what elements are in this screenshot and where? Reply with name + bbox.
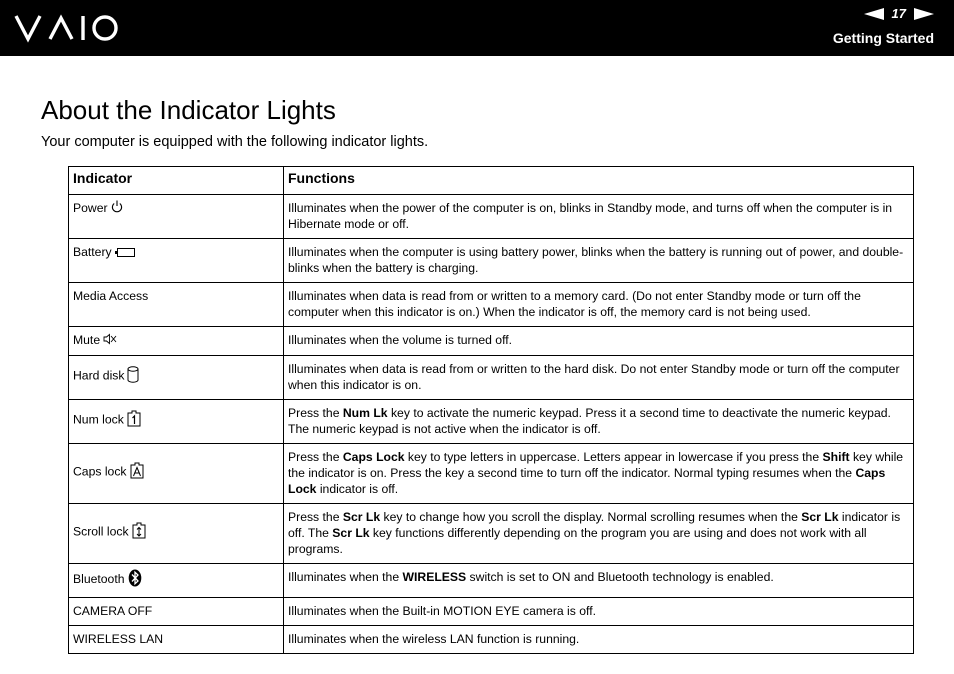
indicator-cell — [69, 239, 284, 283]
function-cell — [284, 563, 914, 597]
indicator-cell — [69, 597, 284, 625]
function-text: Illuminates when the wireless LAN function is running. — [288, 631, 580, 646]
page-title: About the Indicator Lights — [41, 95, 336, 125]
table-row — [69, 399, 914, 443]
function-cell — [284, 355, 914, 399]
left-arrow-icon[interactable] — [864, 8, 884, 20]
function-text: key functions differently depending on the program you are using and does not work with all programs. — [288, 525, 867, 556]
function-text: Illuminates when the power of the computer is on, blinks in Standby mode, and turns off when the computer is in Hibernate mode or off. — [288, 201, 893, 231]
indicator-cell — [69, 355, 284, 399]
table-row — [69, 597, 914, 625]
table-header-row — [69, 167, 914, 195]
indicator-cell — [69, 563, 284, 597]
function-cell — [284, 195, 914, 239]
intro-text: Your computer is equipped with the following indicator lights. — [41, 134, 429, 150]
function-text: Illuminates when data is read from or written to the hard disk. Do not enter Standby mode or turn off the computer when this indicator is on. — [288, 361, 900, 392]
indicator-name: Mute — [73, 333, 101, 347]
indicator-cell — [69, 503, 284, 563]
table-body — [69, 195, 914, 654]
function-text: switch is set to ON and Bluetooth technology is enabled. — [466, 569, 774, 584]
table-row — [69, 283, 914, 327]
caps-lock-icon — [130, 462, 144, 483]
function-cell — [284, 399, 914, 443]
function-text: indicator is off. The — [288, 509, 901, 540]
page-header — [0, 0, 954, 56]
indicator-name: Scroll lock — [73, 525, 129, 539]
table-row — [69, 503, 914, 563]
function-text: key while the indicator is on. Press the key a second time to turn off the indicator. Normal typing resumes when the — [288, 449, 904, 480]
key-name: Scr Lk — [342, 509, 381, 524]
num-lock-icon — [127, 410, 141, 431]
indicator-name: Power — [73, 201, 108, 215]
mute-icon — [103, 333, 117, 349]
table-row — [69, 327, 914, 356]
function-text: Illuminates when data is read from or written to a memory card. (Do not enter Standby mode or turn off the computer when this indicator is on.) When the indicator is off, the memory card is not being used. — [288, 289, 861, 319]
power-icon — [111, 200, 123, 217]
function-cell — [284, 503, 914, 563]
table-row — [69, 625, 914, 653]
function-cell — [284, 625, 914, 653]
indicator-cell — [69, 283, 284, 327]
key-name: Num Lk — [342, 405, 388, 420]
key-name: WIRELESS — [402, 569, 467, 584]
function-cell — [284, 239, 914, 283]
battery-icon — [115, 245, 135, 261]
indicator-name: CAMERA OFF — [73, 603, 153, 618]
column-header-functions: Functions — [284, 167, 914, 195]
function-cell — [284, 597, 914, 625]
column-header-indicator: Indicator — [69, 167, 284, 195]
indicator-cell — [69, 399, 284, 443]
function-text: Press the — [288, 449, 343, 464]
function-text: Illuminates when the volume is turned off. — [288, 333, 513, 347]
function-cell — [284, 283, 914, 327]
table-row — [69, 195, 914, 239]
vaio-logo — [14, 13, 120, 43]
function-cell — [284, 327, 914, 356]
right-arrow-icon[interactable] — [914, 8, 934, 20]
key-name: Shift — [822, 449, 850, 464]
function-text: Illuminates when the Built-in MOTION EYE camera is off. — [288, 603, 596, 618]
indicator-name: Num lock — [73, 413, 124, 427]
key-name: Caps Lock — [342, 449, 405, 464]
function-text: key to change how you scroll the display. Normal scrolling resumes when the — [380, 509, 802, 524]
function-text: indicator is off. — [316, 481, 399, 496]
table-row — [69, 355, 914, 399]
key-name: Scr Lk — [332, 525, 370, 540]
section-title: Getting Started — [832, 30, 934, 46]
key-name: Caps Lock — [288, 465, 886, 496]
indicator-name: Caps lock — [73, 465, 127, 479]
function-text: Press the — [288, 405, 343, 420]
function-text: Press the — [288, 509, 343, 524]
function-text: Illuminates when the — [288, 569, 403, 584]
indicator-cell — [69, 195, 284, 239]
indicator-name: WIRELESS LAN — [73, 631, 164, 646]
indicator-table — [68, 166, 914, 654]
key-name: Scr Lk — [801, 509, 839, 524]
indicator-cell — [69, 327, 284, 356]
scroll-lock-icon — [132, 522, 146, 543]
function-text: key to activate the numeric keypad. Press it a second time to deactivate the numeric keypad. The numeric keypad is not active when the indicator is off. — [288, 405, 891, 436]
function-cell — [284, 443, 914, 503]
indicator-cell — [69, 443, 284, 503]
hard-disk-icon — [127, 366, 139, 387]
indicator-name: Battery — [73, 245, 112, 259]
table-row — [69, 563, 914, 597]
page-number: 17 — [891, 6, 906, 21]
function-text: key to type letters in uppercase. Letters appear in lowercase if you press the — [404, 449, 823, 464]
table-row — [69, 443, 914, 503]
function-text: Illuminates when the computer is using battery power, blinks when the battery is running out of power, and double-blinks when the battery is charging. — [288, 245, 904, 275]
page-navigation — [864, 6, 934, 21]
indicator-cell — [69, 625, 284, 653]
indicator-name: Media Access — [73, 289, 149, 303]
indicator-name: Hard disk — [73, 369, 125, 383]
indicator-name: Bluetooth — [73, 572, 125, 586]
table-row — [69, 239, 914, 283]
bluetooth-icon — [128, 569, 142, 591]
